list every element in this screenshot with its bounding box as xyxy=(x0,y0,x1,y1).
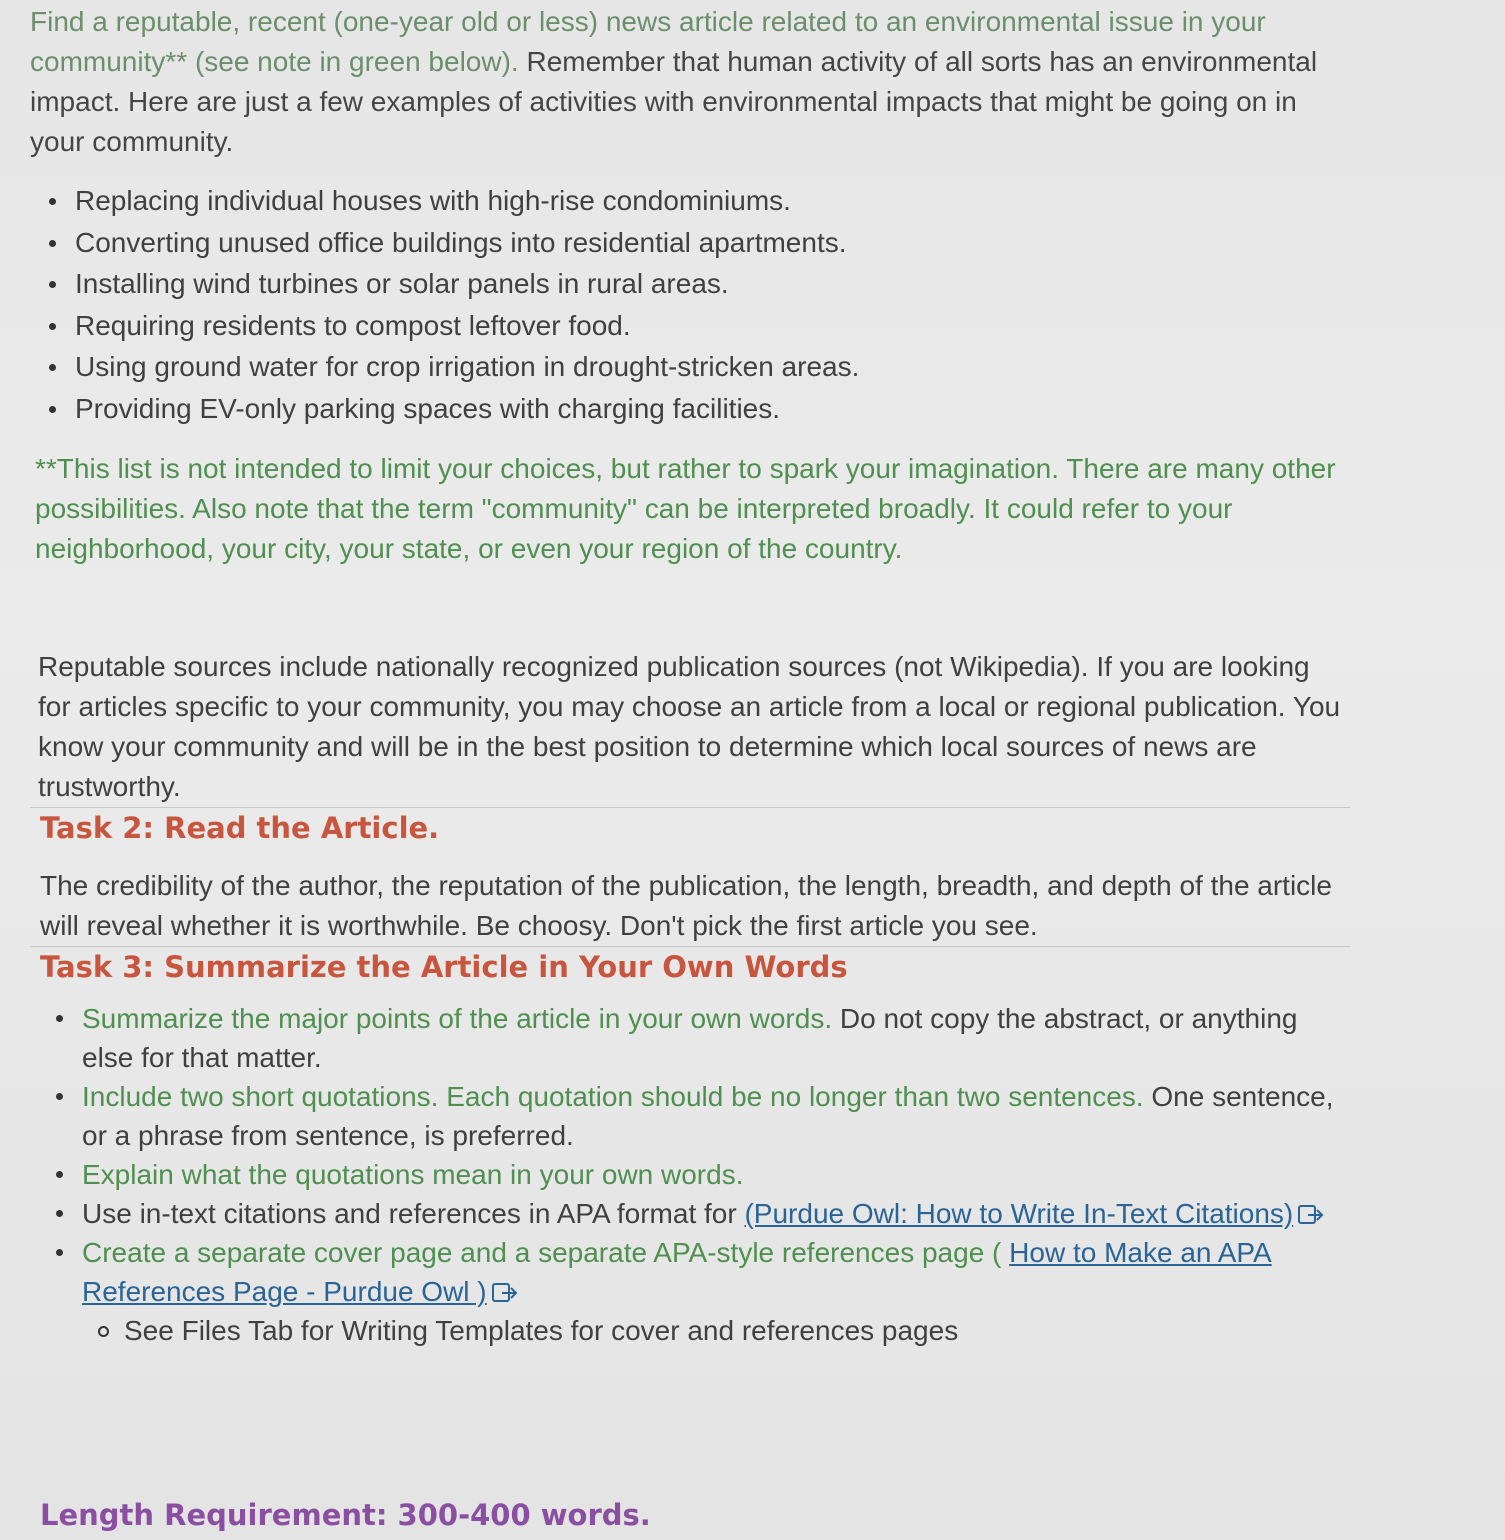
task3-list xyxy=(30,999,1350,1350)
item3-green-text: Explain what the quotations mean in your own words. xyxy=(82,1159,744,1190)
list-item: Replacing individual houses with high-rise condominiums. xyxy=(75,180,1350,222)
external-link-icon[interactable] xyxy=(1297,1203,1325,1227)
item1-green-text: Summarize the major points of the article in your own words. xyxy=(82,1003,833,1034)
assignment-content xyxy=(30,0,1350,1350)
green-note: **This list is not intended to limit your choices, but rather to spark your imagination. There are many other possibilities. Also note that the term "community" can be interpreted broadly. It could refer to your neighborhood, your city, your state, or even your region of the country. xyxy=(35,453,1336,564)
sub-list xyxy=(82,1311,1350,1350)
intro-part1: Find a reputable, recent (one-year old or less) news article related to an environmental issue in your community** (see note in green below). xyxy=(30,6,1266,77)
list-item: Using ground water for crop irrigation in drought-stricken areas. xyxy=(75,346,1350,388)
list-item xyxy=(82,1194,1350,1233)
item2-dark-text: One sentence, or a phrase from sentence, is preferred. xyxy=(82,1081,1334,1151)
list-item: Providing EV-only parking spaces with charging facilities. xyxy=(75,388,1350,430)
item2-green-text: Include two short quotations. Each quotation should be no longer than two sentences. xyxy=(82,1081,1144,1112)
apa-references-page-link[interactable]: How to Make an APA References Page - Purdue Owl ) xyxy=(82,1237,1272,1307)
list-item: Converting unused office buildings into residential apartments. xyxy=(75,222,1350,264)
item4-text: Use in-text citations and references in APA format for xyxy=(82,1198,745,1229)
item5-text: Create a separate cover page and a separate APA-style references page ( xyxy=(82,1237,1010,1268)
item1-dark-text: Do not copy the abstract, or anything else for that matter. xyxy=(82,1003,1298,1073)
task3-heading: Task 3: Summarize the Article in Your Own Words xyxy=(40,950,848,984)
length-requirement: Length Requirement: 300-400 words. xyxy=(40,1498,651,1532)
list-item xyxy=(82,999,1350,1077)
task2-heading: Task 2: Read the Article. xyxy=(40,811,440,845)
list-item xyxy=(82,1155,1350,1194)
list-item: Installing wind turbines or solar panels in rural areas. xyxy=(75,263,1350,305)
sub-list-item: See Files Tab for Writing Templates for cover and references pages xyxy=(124,1311,1350,1350)
intro-paragraph xyxy=(30,0,1350,162)
sources-paragraph: Reputable sources include nationally recognized publication sources (not Wikipedia). If you are looking for articles specific to your community, you may choose an article from a local or regional publication. You know your community and will be in the best position to determine which local sources of news are trustworthy. xyxy=(38,651,1341,802)
purdue-owl-in-text-citations-link[interactable]: (Purdue Owl: How to Write In-Text Citations) xyxy=(744,1198,1294,1229)
list-item xyxy=(82,1077,1350,1155)
examples-list xyxy=(30,180,1350,429)
external-link-icon[interactable] xyxy=(491,1281,519,1305)
list-item xyxy=(82,1233,1350,1350)
intro-part2: Remember that human activity of all sorts has an environmental impact. Here are just a few examples of activities with environmental impacts that might be going on in your community. xyxy=(30,46,1318,157)
list-item: Requiring residents to compost leftover food. xyxy=(75,305,1350,347)
task2-text: The credibility of the author, the reputation of the publication, the length, breadth, and depth of the article will reveal whether it is worthwhile. Be choosy. Don't pick the first article you see. xyxy=(40,870,1332,941)
